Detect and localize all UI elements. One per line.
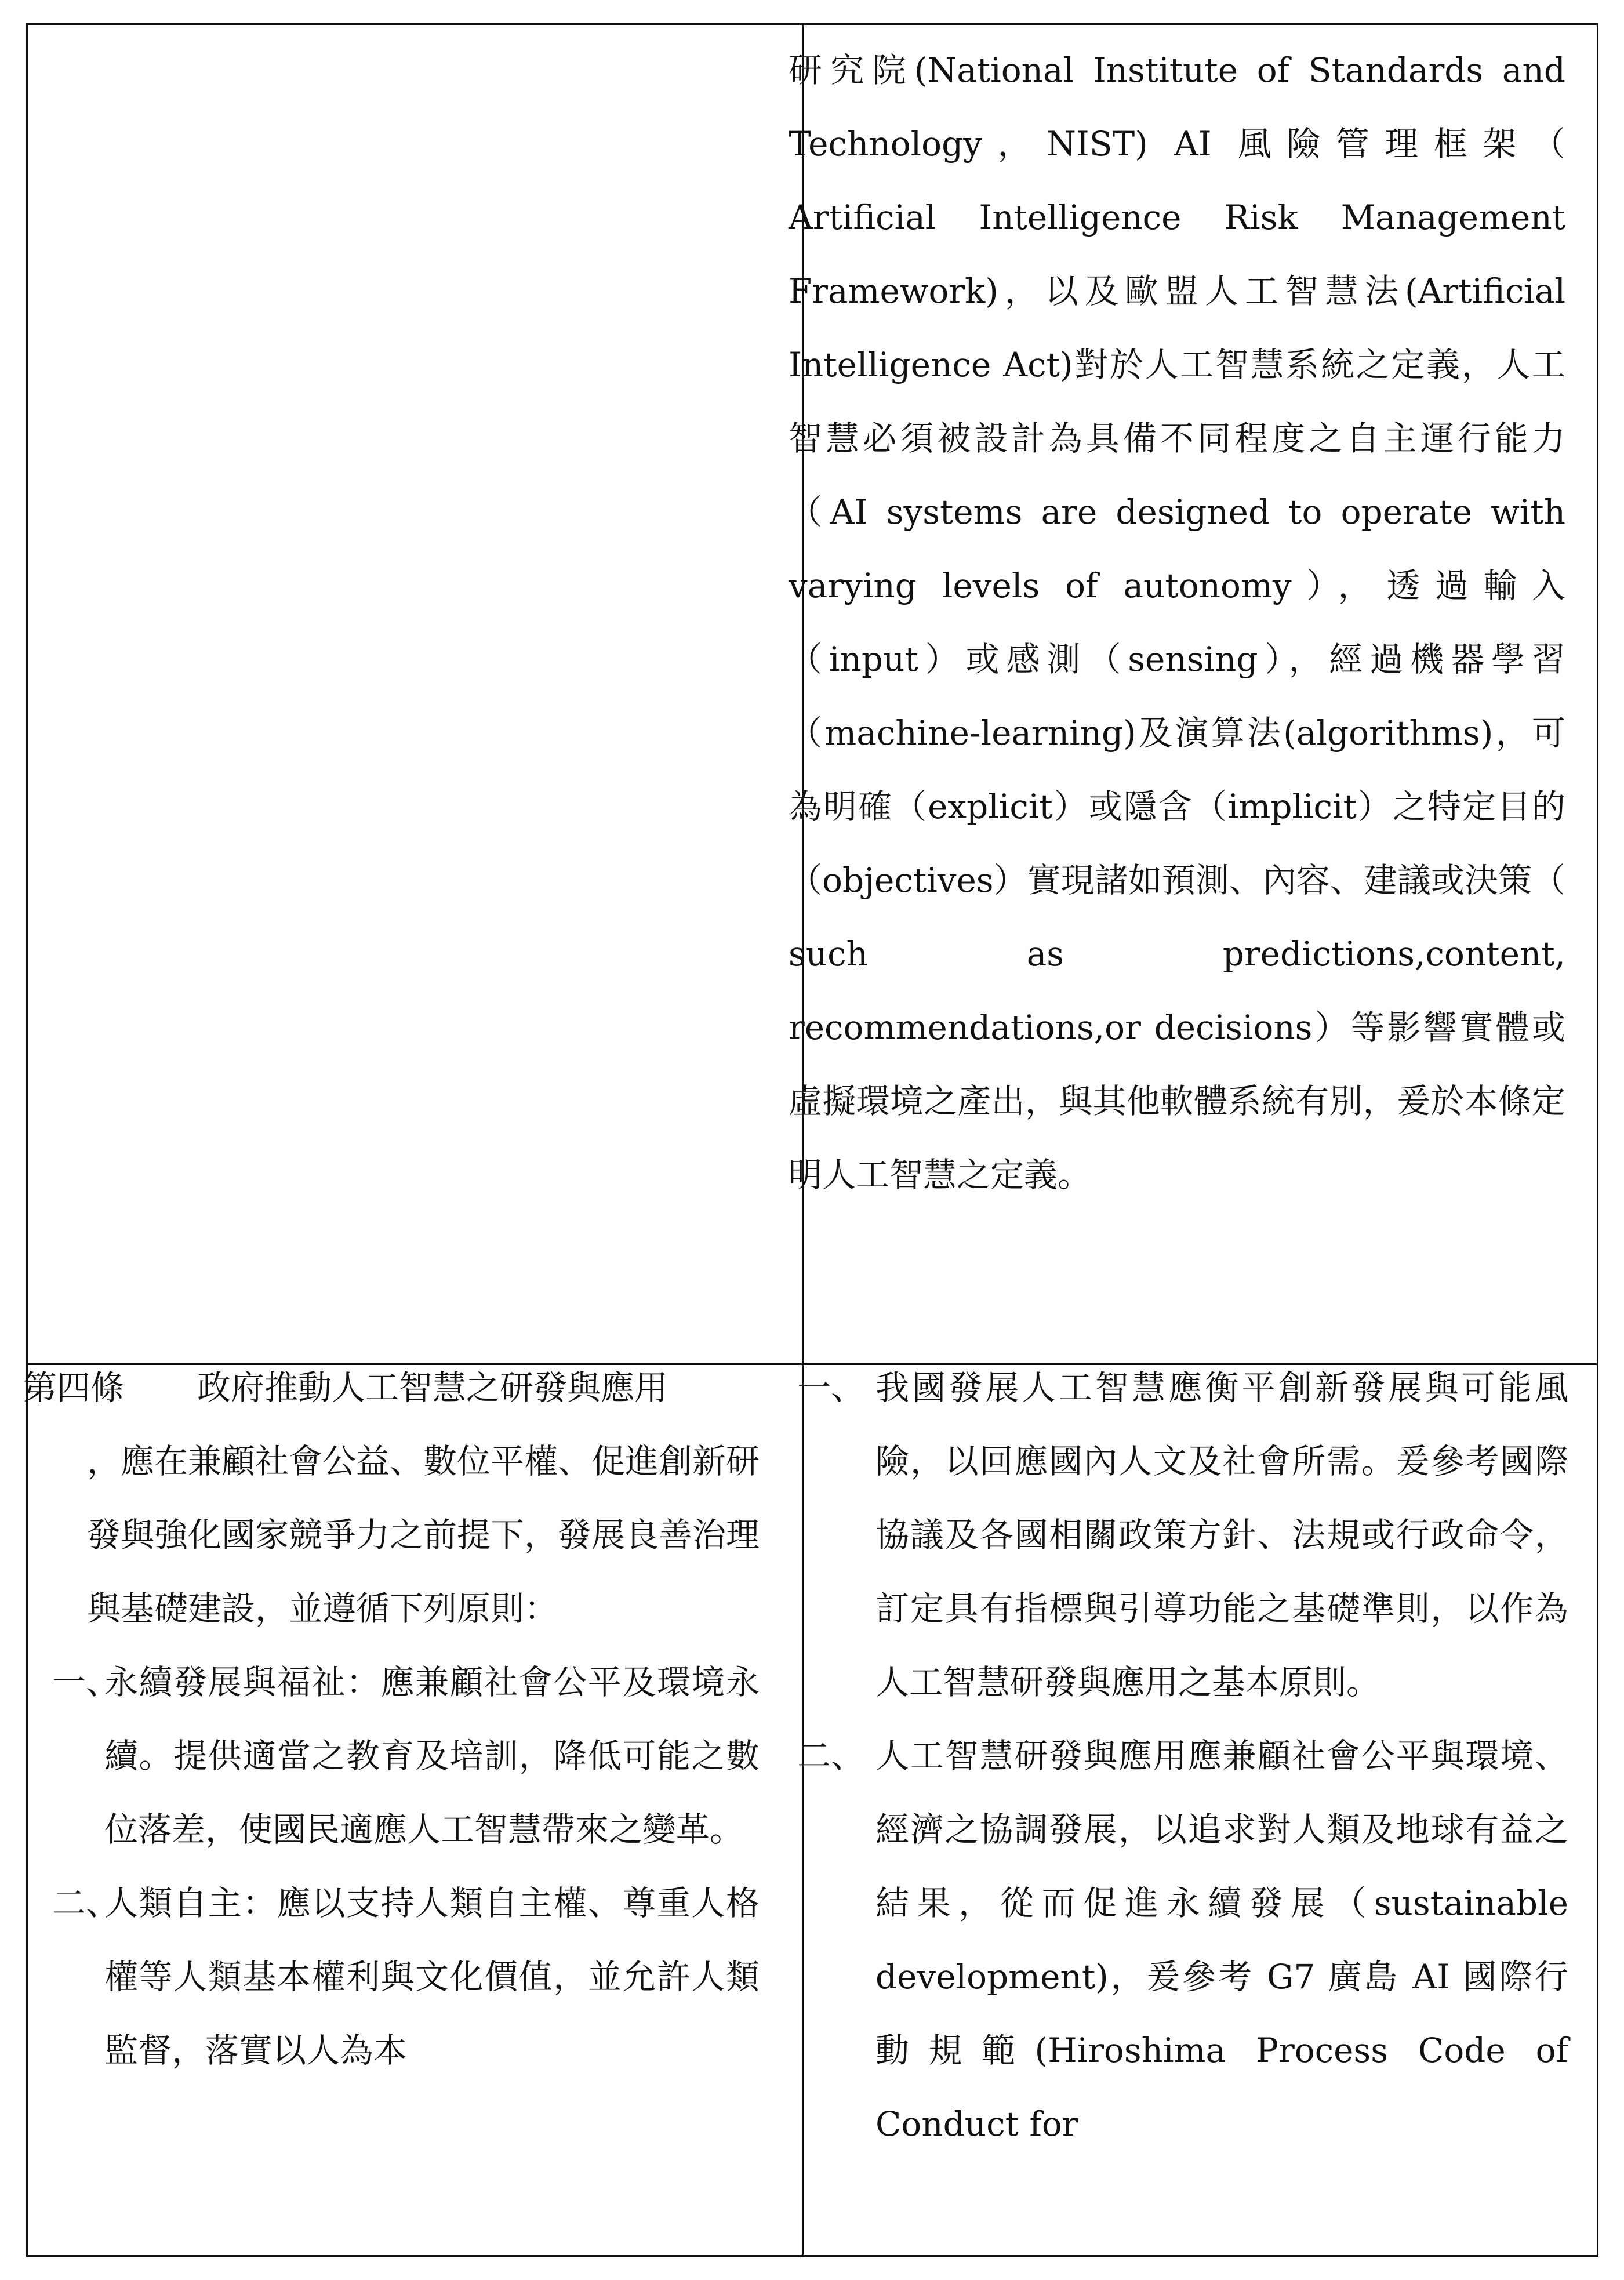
item-number: 二、	[797, 1736, 865, 1776]
item-number: 一、	[52, 1662, 120, 1702]
explanation-article-3-cell	[789, 34, 1565, 1212]
explanation-item	[797, 1719, 1568, 2161]
explanation-article-4-cell	[797, 1351, 1568, 2161]
article-4-intro: ，應在兼顧社會公益、數位平權、促進創新研發與強化國家競爭力之前提下，發展良善治理與基礎建設，並遵循下列原則：	[87, 1442, 760, 1628]
article-4-heading	[23, 1351, 760, 1425]
item-text: 人類自主：應以支持人類自主權、尊重人格權等人類基本權利與文化價值，並允許人類監督，落實以人為本	[104, 1883, 760, 2070]
article-4-intro-first: 政府推動人工智慧之研發與應用	[197, 1368, 669, 1407]
explanation-article-3-text: 研究院(National Institute of Standards and Technology，NIST) AI 風險管理框架（ Artificial Intelligence Risk Management Framework)，以及歐盟人工智慧法(Artificial Intelligence Act)對於人工智慧系統之定義，人工智慧必須被設計為具備不同程度之自主運行能力（AI systems are designed to operate with varying levels of autonomy），透過輸入（input）或感測（sensing），經過機器學習（machine-learning)及演算法(algorithms)，可為明確（explicit）或隱含（implicit）之特定目的（objectives）實現諸如預測、內容、建議或決策（ such as predictions,content, recommendations,or decisions）等影響實體或虛擬環境之產出，與其他軟體系統有別，爰於本條定明人工智慧之定義。	[789, 50, 1565, 1195]
item-text: 我國發展人工智慧應衡平創新發展與可能風險，以回應國內人文及社會所需。爰參考國際協議及各國相關政策方針、法規或行政命令，訂定具有指標與引導功能之基礎準則，以作為人工智慧研發與應用之基本原則。	[875, 1368, 1568, 1702]
item-text: 永續發展與福祉：應兼顧社會公平及環境永續。提供適當之教育及培訓，降低可能之數位落差，使國民適應人工智慧帶來之變革。	[104, 1662, 760, 1849]
article-4-cell	[23, 1351, 760, 2087]
item-number: 一、	[797, 1368, 865, 1407]
item-text: 人工智慧研發與應用應兼顧社會公平與環境、經濟之協調發展，以追求對人類及地球有益之結果，從而促進永續發展（sustainable development)，爰參考 G7 廣島 AI 國際行動規範(Hiroshima Process Code of Conduct for	[875, 1736, 1568, 2144]
item-number: 二、	[52, 1883, 120, 1923]
article-4-label: 第四條	[23, 1368, 125, 1407]
article-4-item	[52, 1867, 760, 2087]
article-4-item	[52, 1646, 760, 1867]
explanation-item	[797, 1351, 1568, 1719]
